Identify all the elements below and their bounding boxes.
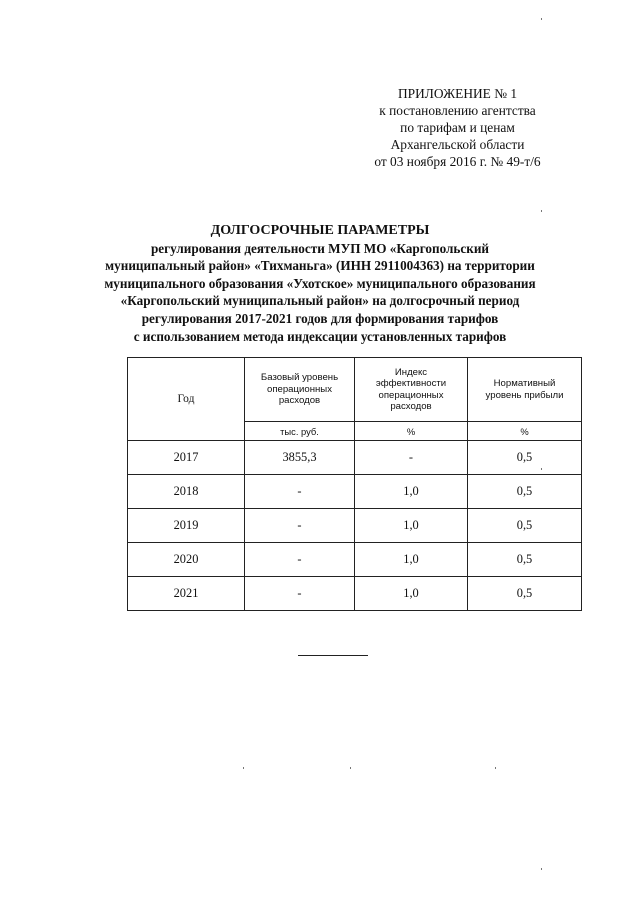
table-row xyxy=(128,543,582,577)
appendix-line: от 03 ноября 2016 г. № 49-т/6 xyxy=(374,154,541,169)
cell-profit: 0,5 xyxy=(468,577,582,611)
table-row xyxy=(128,577,582,611)
title-heading: ДОЛГОСРОЧНЫЕ ПАРАМЕТРЫ xyxy=(210,223,430,238)
header-text: расходов xyxy=(278,395,321,407)
title-line: регулирования деятельности МУП МО «Каргопольский xyxy=(150,240,490,256)
cell-base: - xyxy=(245,475,355,509)
unit-index: % xyxy=(355,422,468,441)
cell-index: 1,0 xyxy=(355,577,468,611)
cell-index: 1,0 xyxy=(355,475,468,509)
cell-index: 1,0 xyxy=(355,543,468,577)
table-row xyxy=(128,441,582,475)
scan-speck xyxy=(495,767,496,769)
cell-profit: 0,5 xyxy=(468,441,582,475)
appendix-line: Архангельской области xyxy=(390,137,525,152)
cell-year: 2017 xyxy=(128,441,245,475)
header-text: расходов xyxy=(390,401,432,412)
scan-speck xyxy=(350,767,351,769)
unit-profit: % xyxy=(468,422,582,441)
scan-speck xyxy=(541,210,542,212)
appendix-heading: ПРИЛОЖЕНИЕ № 1 xyxy=(397,86,518,101)
cell-year: 2019 xyxy=(128,509,245,543)
cell-base: 3855,3 xyxy=(245,441,355,475)
cell-index: - xyxy=(355,441,468,475)
scan-speck xyxy=(541,468,542,470)
title-line: регулирования 2017-2021 годов для формирования тарифов xyxy=(141,310,499,326)
appendix-line: по тарифам и ценам xyxy=(400,120,515,135)
header-text: уровень прибыли xyxy=(485,389,564,401)
header-text: эффективности xyxy=(375,378,447,389)
scan-speck xyxy=(541,18,542,20)
title-line: муниципального образования «Ухотское» муниципального образования xyxy=(104,275,536,291)
cell-year: 2021 xyxy=(128,577,245,611)
header-text: операционных xyxy=(378,389,444,401)
header-text: операционных xyxy=(266,383,332,395)
table-header-row xyxy=(128,358,582,422)
cell-profit: 0,5 xyxy=(468,475,582,509)
table-row xyxy=(128,509,582,543)
title-line: с использованием метода индексации установленных тарифов xyxy=(133,328,507,344)
header-text: Нормативный xyxy=(493,378,556,389)
cell-profit: 0,5 xyxy=(468,509,582,543)
header-text: Индекс xyxy=(394,366,428,378)
header-text: Базовый уровень xyxy=(260,372,339,384)
cell-base: - xyxy=(245,577,355,611)
header-base-expenses xyxy=(245,358,355,422)
cell-index: 1,0 xyxy=(355,509,468,543)
header-efficiency-index xyxy=(355,358,468,422)
document-title xyxy=(40,222,600,345)
table-row xyxy=(128,475,582,509)
title-line: «Каргопольский муниципальный район» на долгосрочный период xyxy=(120,293,520,309)
unit-base: тыс. руб. xyxy=(245,422,355,441)
title-line: муниципальный район» «Тихманьга» (ИНН 2911004363) на территории xyxy=(105,258,535,274)
parameters-table xyxy=(127,357,582,611)
header-profit-level xyxy=(468,358,582,422)
closing-rule xyxy=(298,655,368,656)
cell-year: 2020 xyxy=(128,543,245,577)
cell-year: 2018 xyxy=(128,475,245,509)
appendix-block xyxy=(330,85,585,170)
scan-speck xyxy=(541,868,542,870)
cell-base: - xyxy=(245,543,355,577)
header-year: Год xyxy=(128,358,245,441)
cell-profit: 0,5 xyxy=(468,543,582,577)
appendix-line: к постановлению агентства xyxy=(379,103,536,118)
scan-speck xyxy=(243,767,244,769)
cell-base: - xyxy=(245,509,355,543)
